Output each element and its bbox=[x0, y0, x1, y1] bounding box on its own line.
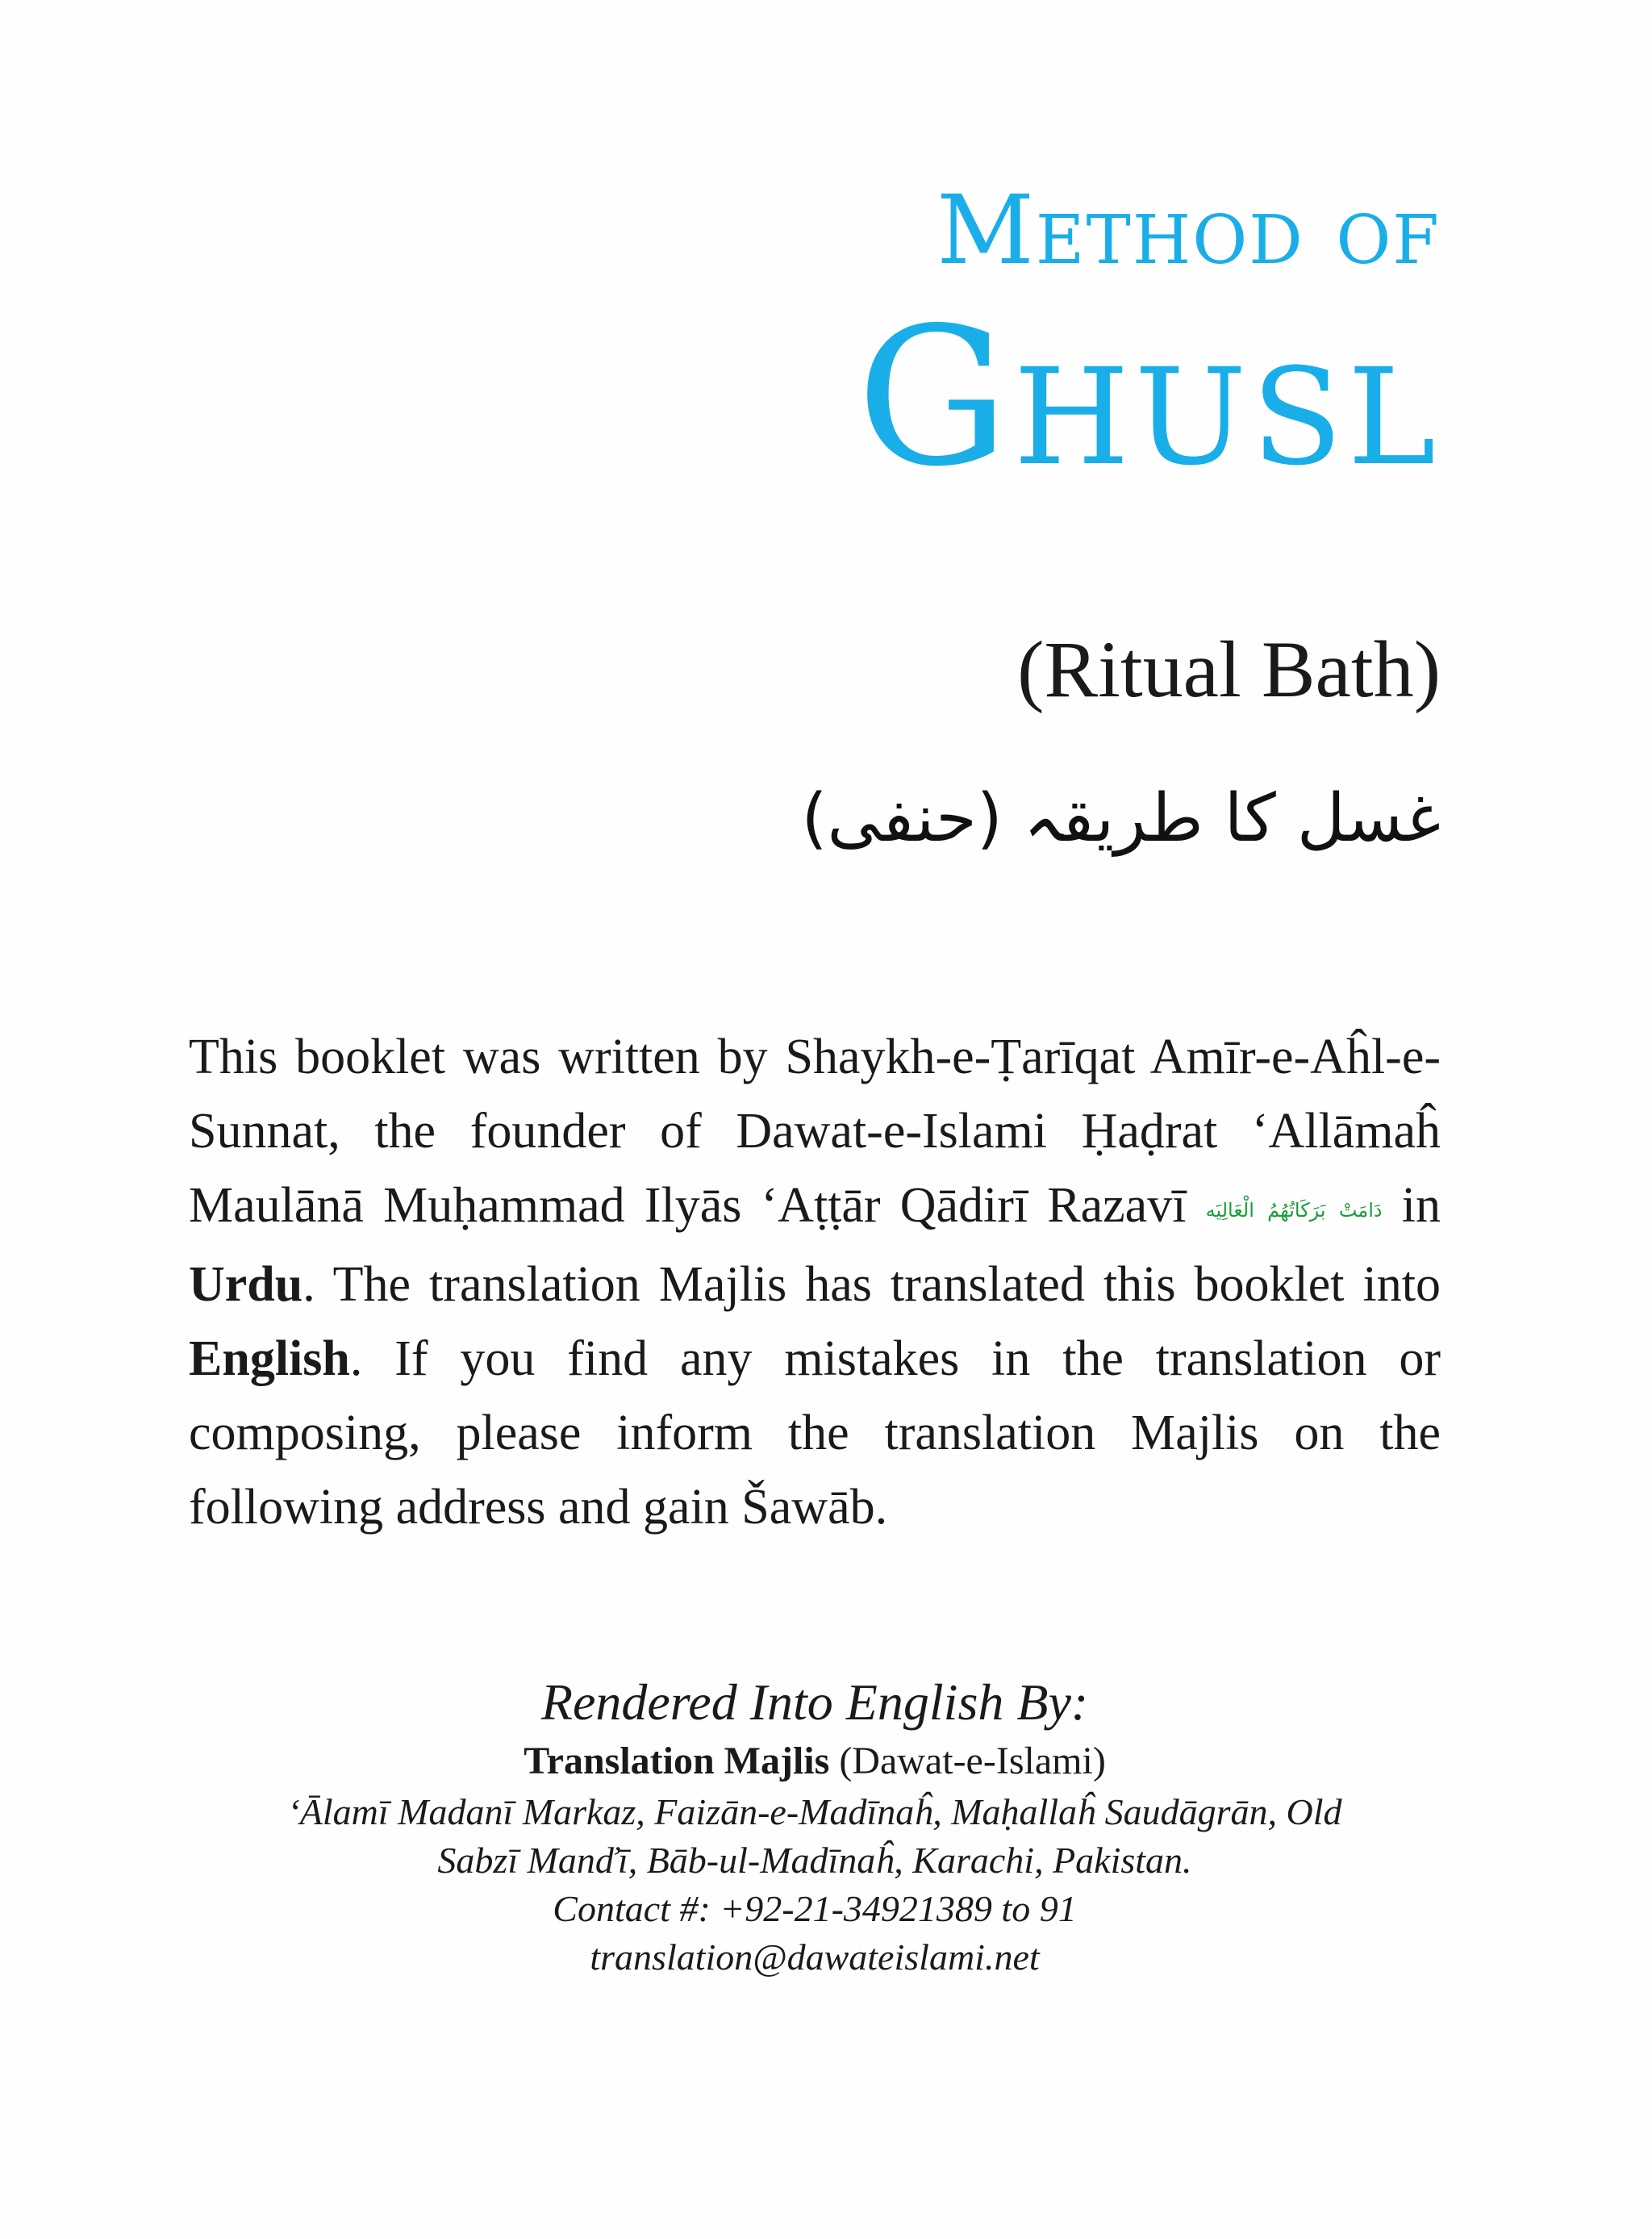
title-line-ghusl: Ghusl bbox=[856, 286, 1441, 508]
contact-number: Contact #: +92-21-34921389 to 91 bbox=[553, 1888, 1077, 1929]
contact-email: translation@dawateislami.net bbox=[590, 1936, 1040, 1978]
translator-line bbox=[189, 1735, 1441, 1788]
honorific-calligraphy: دَامَتْ بَرَكَاتُهُمُ الْعَالِيَه bbox=[1205, 1198, 1383, 1222]
language-urdu: Urdu bbox=[189, 1256, 303, 1312]
body-text-part1: This booklet was written by Shaykh-e-Ṭarīqat Amīr-e-Aĥl-e-Sunnat, the founder of Dawat-e-Islami Ḥaḍrat ‘Allāmaĥ Maulānā Muḥammad Ilyās ‘Aṭṭār Qādirī Razavī bbox=[189, 1030, 1441, 1233]
title-block bbox=[856, 174, 1441, 508]
body-text-part3: . The translation Majlis has translated this booklet into bbox=[302, 1256, 1441, 1312]
credits-block bbox=[189, 1670, 1441, 1982]
address-line-1: ‘Ālamī Madanī Markaz, Faizān-e-Madīnaĥ, Maḥallaĥ Saudāgrān, Old bbox=[287, 1791, 1342, 1832]
body-paragraph bbox=[189, 1020, 1441, 1544]
urdu-title: غسل کا طریقہ (حنفی) bbox=[801, 780, 1441, 857]
subtitle: (Ritual Bath) bbox=[1017, 624, 1441, 714]
translator-name: Translation Majlis bbox=[524, 1740, 830, 1782]
rendered-by-heading: Rendered Into English By: bbox=[540, 1673, 1089, 1731]
title-line-method-of: Method of bbox=[937, 174, 1441, 286]
language-english: English bbox=[189, 1330, 350, 1386]
body-text-part2: in bbox=[1382, 1178, 1441, 1233]
translator-org: (Dawat-e-Islami) bbox=[829, 1740, 1106, 1782]
address-line-2: Sabzī Manďī, Bāb-ul-Madīnaĥ, Karachi, Pakistan. bbox=[437, 1840, 1192, 1881]
body-text-part4: . If you find any mistakes in the translation or composing, please inform the translation Majlis on the following address and gain Šawāb. bbox=[189, 1330, 1441, 1535]
